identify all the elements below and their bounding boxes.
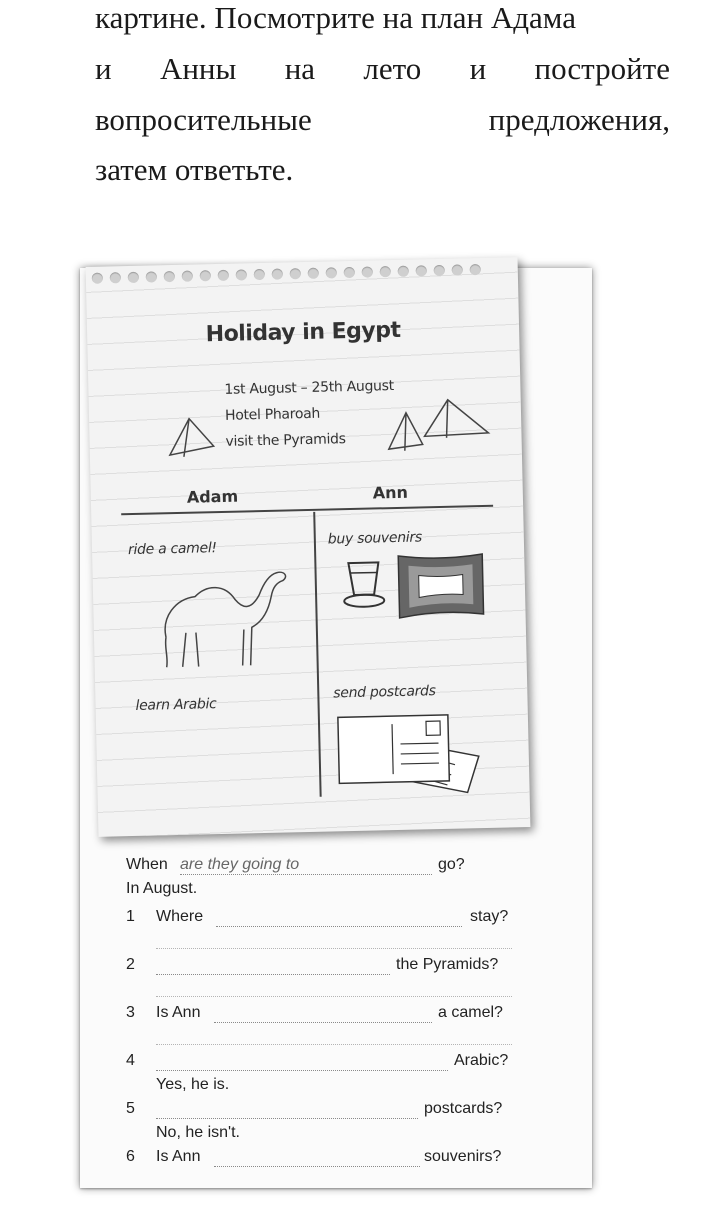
word: лето bbox=[363, 51, 422, 86]
notebook-title: Holiday in Egypt bbox=[205, 317, 401, 348]
adam-item-camel: ride a camel! bbox=[127, 540, 217, 559]
word: постройте bbox=[534, 51, 670, 86]
question-5 bbox=[126, 1100, 518, 1122]
question-start: Is Ann bbox=[156, 1148, 201, 1165]
word: предложения, bbox=[488, 102, 670, 137]
question-3 bbox=[126, 1004, 518, 1026]
holiday-notebook bbox=[86, 257, 531, 837]
spiral-hole bbox=[380, 266, 391, 277]
spiral-hole bbox=[146, 271, 157, 282]
given-answer: No, he isn't. bbox=[156, 1124, 240, 1141]
spiral-hole bbox=[218, 270, 229, 281]
pyramids-activity: visit the Pyramids bbox=[225, 431, 346, 450]
instruction-line-4: затем ответьте. bbox=[95, 152, 294, 187]
spiral-hole bbox=[254, 269, 265, 280]
spiral-hole bbox=[272, 269, 283, 280]
adam-column-heading: Adam bbox=[186, 486, 239, 507]
ann-item-postcards: send postcards bbox=[333, 683, 436, 702]
word: Анны bbox=[159, 51, 237, 86]
spiral-hole bbox=[290, 268, 301, 279]
answer-blank[interactable] bbox=[156, 1070, 448, 1071]
example-question bbox=[126, 856, 518, 878]
spiral-hole bbox=[398, 266, 409, 277]
adam-item-arabic: learn Arabic bbox=[135, 696, 217, 714]
spiral-hole bbox=[92, 273, 103, 284]
question-end: Arabic? bbox=[454, 1052, 509, 1069]
pyramid-icon bbox=[384, 393, 497, 456]
hotel-name: Hotel Pharoah bbox=[224, 405, 321, 424]
example-question-fill: are they going to bbox=[180, 856, 300, 873]
question-start: Where bbox=[156, 908, 204, 925]
spiral-hole bbox=[416, 265, 427, 276]
spiral-hole bbox=[434, 265, 445, 276]
answer-blank[interactable] bbox=[214, 1166, 420, 1167]
question-4 bbox=[126, 1052, 518, 1074]
question-1 bbox=[126, 908, 518, 930]
answer-line[interactable] bbox=[156, 1044, 512, 1045]
example-answer-blank bbox=[180, 874, 432, 875]
question-start: Is Ann bbox=[156, 1004, 201, 1021]
instruction-line-3 bbox=[95, 100, 670, 140]
question-number: 3 bbox=[126, 1004, 135, 1021]
glass-icon bbox=[340, 558, 387, 611]
word: вопросительные bbox=[95, 102, 312, 137]
pyramid-icon bbox=[161, 412, 222, 459]
example-answer bbox=[126, 880, 518, 902]
answer-blank[interactable] bbox=[156, 1118, 418, 1119]
question-number: 6 bbox=[126, 1148, 135, 1165]
table-divider bbox=[121, 505, 493, 515]
answer-4 bbox=[126, 1076, 518, 1098]
spiral-holes bbox=[92, 264, 481, 284]
given-answer: Yes, he is. bbox=[156, 1076, 230, 1093]
rug-icon bbox=[396, 550, 486, 622]
question-number: 2 bbox=[126, 956, 135, 973]
example-answer-text: In August. bbox=[126, 880, 198, 897]
camel-icon bbox=[154, 564, 296, 677]
spiral-hole bbox=[182, 271, 193, 282]
answer-blank[interactable] bbox=[216, 926, 462, 927]
spiral-hole bbox=[452, 264, 463, 275]
holiday-dates: 1st August – 25th August bbox=[224, 378, 395, 398]
spiral-hole bbox=[326, 267, 337, 278]
spiral-hole bbox=[308, 268, 319, 279]
spiral-hole bbox=[470, 264, 481, 275]
question-end: stay? bbox=[470, 908, 509, 925]
question-number: 1 bbox=[126, 908, 135, 925]
ann-item-souvenirs: buy souvenirs bbox=[327, 529, 423, 548]
spiral-hole bbox=[128, 272, 139, 283]
question-number: 5 bbox=[126, 1100, 135, 1117]
question-end: a camel? bbox=[438, 1004, 503, 1021]
word: на bbox=[284, 51, 316, 86]
spiral-hole bbox=[164, 271, 175, 282]
example-question-start: When bbox=[126, 856, 168, 873]
example-question-end: go? bbox=[438, 856, 465, 873]
answer-blank[interactable] bbox=[156, 974, 390, 975]
spiral-hole bbox=[236, 269, 247, 280]
word: и bbox=[95, 51, 112, 86]
answer-line[interactable] bbox=[156, 948, 512, 949]
spiral-hole bbox=[344, 267, 355, 278]
answer-blank[interactable] bbox=[214, 1022, 432, 1023]
answer-5 bbox=[126, 1124, 518, 1146]
question-end: postcards? bbox=[424, 1100, 503, 1117]
spiral-hole bbox=[200, 270, 211, 281]
question-2 bbox=[126, 956, 518, 978]
column-divider bbox=[313, 512, 321, 797]
word: и bbox=[469, 51, 487, 86]
instruction-line-1: картине. Посмотрите на план Адама bbox=[95, 0, 576, 35]
instruction-line-2 bbox=[95, 49, 670, 89]
question-end: the Pyramids? bbox=[396, 956, 499, 973]
spiral-hole bbox=[110, 272, 121, 283]
ann-column-heading: Ann bbox=[372, 482, 409, 503]
postcard-icon bbox=[334, 708, 486, 801]
question-end: souvenirs? bbox=[424, 1148, 502, 1165]
spiral-hole bbox=[362, 266, 373, 277]
question-number: 4 bbox=[126, 1052, 135, 1069]
question-6 bbox=[126, 1148, 518, 1170]
answer-line[interactable] bbox=[156, 996, 512, 997]
